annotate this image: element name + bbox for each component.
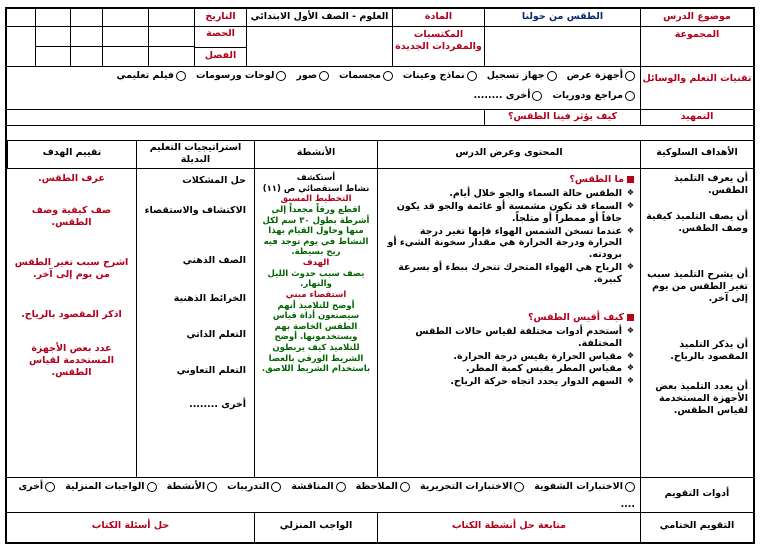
final-followup: متابعة حل أنشطة الكتاب [377,513,640,542]
radio-circle-icon[interactable] [625,482,635,492]
content-point: ❖ السماء قد تكون مشمسة أو غائمة والجو قد يكون جافاً أو ممطراً أو متلجاً. [384,201,634,225]
col-activities: الأنشطة [254,141,377,168]
content-point: ❖ مقياس المطر يقيس كمية المطر. [384,363,634,375]
objective-item: أن يصف التلميذ كيفية وصف الطقس. [646,211,748,234]
option-checkbox[interactable] [18,481,55,493]
gains-value [246,27,392,66]
option-label: فيلم تعليمي [116,70,174,81]
strategy-item: حل المشكلات [182,175,246,186]
radio-circle-icon[interactable] [176,71,186,81]
col-strategies: استراتيجيات التعليم البديلة [136,141,254,168]
objective-item: أن يعدد التلميذ بعض الأجهزة المستخدمة لقياس الطقس. [655,381,748,416]
content-list-1 [384,188,634,286]
option-label: لوحات ورسومات [195,70,275,81]
strategy-item: التعلم التعاوني [176,365,246,376]
content-point: ❖ السهم الدوار يحدد اتجاه حركة الرياح. [384,376,634,388]
radio-circle-icon[interactable] [383,71,393,81]
goal-text: يصف سبب حدوث الليل والنهار. [267,268,365,290]
col-assessment: تقييم الهدف [7,141,136,168]
objective-item: أن يشرح التلميذ سبب تغير الطقس من يوم إلى آخر. [647,269,748,304]
evaluation-tools-label: أدوات التقويم [640,478,753,512]
radio-circle-icon[interactable] [514,482,524,492]
option-label: جهاز تسجيل [486,70,545,81]
group-label: المجموعة [640,27,753,66]
radio-circle-icon[interactable] [276,71,286,81]
resources-options-row-1 [11,70,635,85]
radio-circle-icon[interactable] [625,91,635,101]
option-label: الواجبات المنزلية [65,481,145,492]
option-label: أخرى ........ [473,89,531,101]
resources-options [11,70,635,105]
evaluation-dots: .... [620,498,635,510]
content-point: ❖ أستخدم أدوات مختلفة لقياس حالات الطقس المختلفة. [384,326,634,350]
col-objectives: الأهداف السلوكية [640,141,753,168]
option-checkbox[interactable] [552,90,635,102]
activities-title: أستكشف [296,173,336,183]
option-checkbox[interactable] [117,70,186,82]
spacer-row [7,126,753,141]
class-label: الفصل [204,50,237,61]
content-list-2 [384,326,634,388]
option-checkbox[interactable] [420,481,524,493]
option-label: أخرى [18,481,44,492]
option-checkbox[interactable] [534,481,635,493]
header-row-2 [7,27,753,67]
objective-item: أن يعرف التلميذ الطقس. [673,173,748,196]
option-label: مجسمات [339,70,381,81]
guided-title: استقصاء مبني [285,289,347,300]
option-checkbox[interactable] [227,481,281,493]
period-label: الحصة [195,27,246,48]
option-checkbox[interactable] [291,481,345,493]
intro-label: التمهيد [640,110,753,125]
evaluation-tools-row [7,478,753,513]
lesson-plan-sheet [5,7,755,544]
subject-value: العلوم - الصف الأول الابتدائي [246,9,392,26]
radio-circle-icon[interactable] [271,482,281,492]
assessment-item: اذكر المقصود بالرياح. [21,309,122,320]
strategy-item: الاكتشاف والاستقصاء [144,205,246,216]
content-point: ❖ الرياح هي الهواء المتحرك تتحرك ببطء أو بسرعة كبيرة. [384,262,634,286]
guided-text: أوضح للتلاميذ أنهم سيصنعون أداة قياس الطقس الخاصة بهم ويستخدمونها. أوضح للتلاميذ كيف يربطون الشريط الورقي بالعصا باستخدام الشريط اللاصق. [261,300,371,375]
activities-column [254,169,377,477]
objectives-column [640,169,753,477]
assessment-item: صف كيفية وصف الطقس. [31,205,112,228]
gains-label: المكتسبات والمفردات الجديدة [392,27,484,66]
assessment-item: اشرح سبب تغير الطقس من يوم إلى آخر. [14,257,129,280]
assessment-column [7,169,136,477]
option-label: الاختبارات التحريرية [419,481,513,492]
period-cells-3 [70,27,102,66]
date-cell-3 [70,9,102,26]
option-label: صور [296,70,318,81]
radio-circle-icon[interactable] [45,482,55,492]
period-cells-4 [35,27,70,66]
activities-exploration: نشاط استقصائي ص (١١) [262,183,370,194]
radio-circle-icon[interactable] [336,482,346,492]
option-checkbox[interactable] [356,481,410,493]
option-checkbox[interactable] [196,70,286,82]
plan-text: اقطع ورقاً مجعداً إلى أشرطة بطول ٣٠ سم لكل منها وحاول القيام بهذا النشاط في يوم توجد فيه ريح بسيطة. [262,204,370,258]
content-heading-2: كيف أقيس الطقس؟ [384,312,634,324]
option-checkbox[interactable] [487,70,557,82]
resources-options-row-2 [11,90,635,105]
plan-title: التخطيط المسبق [280,194,352,205]
option-label: أجهزة عرض [566,70,623,81]
assessment-item: عرف الطقس. [38,173,105,184]
col-content: المحتوى وعرض الدرس [377,141,640,168]
square-bullet-icon [627,176,634,183]
resources-label: تقنيات التعلم والوسائل [640,67,753,109]
topic-label: موضوع الدرس [640,9,753,26]
option-label: التدريبات [227,481,270,492]
period-cells-2 [102,27,148,66]
date-label: التاريخ [194,9,246,26]
topic-value: الطقس من حولنا [484,9,640,26]
header-row-1 [7,9,753,27]
strategies-column [136,169,254,477]
columns-header-row [7,141,753,169]
radio-circle-icon[interactable] [400,482,410,492]
radio-circle-icon[interactable] [467,71,477,81]
objective-item: أن يذكر التلميذ المقصود بالرياح. [670,339,748,362]
radio-circle-icon[interactable] [547,71,557,81]
date-cell-4 [35,9,70,26]
period-class-labels [194,27,246,66]
strategy-item: أخرى ........ [189,399,246,410]
option-checkbox[interactable] [296,70,329,82]
final-row [7,513,753,542]
group-value [484,27,640,66]
radio-circle-icon[interactable] [147,482,157,492]
option-checkbox[interactable] [167,481,218,493]
period-cells-1 [148,27,194,66]
option-checkbox[interactable] [474,90,543,102]
option-checkbox[interactable] [65,481,156,493]
goal-title: الهدف [302,258,330,268]
assessment-item: عدد بعض الأجهزة المستخدمة لقياس الطقس. [29,343,114,378]
resources-row [7,67,753,110]
final-label: التقويم الختامي [640,513,753,542]
homework-label: الواجب المنزلي [254,513,377,542]
option-checkbox[interactable] [403,70,477,82]
intro-row [7,110,753,126]
option-label: مراجع ودوريات [552,89,623,101]
option-label: الملاحظة [355,481,398,492]
intro-question: كيف يؤثر فينا الطقس؟ [484,110,640,125]
radio-circle-icon[interactable] [207,482,217,492]
main-body-row [7,169,753,478]
radio-circle-icon[interactable] [625,71,635,81]
content-heading-1: ما الطقس؟ [384,174,634,186]
option-label: الاختبارات الشفوية [534,481,623,492]
content-column [377,169,640,477]
date-cell-1 [148,9,194,26]
evaluation-options-list [11,481,635,496]
content-point: ❖ الطقس حالة السماء والجو خلال أيام. [384,188,634,200]
strategy-item: الصف الذهني [182,255,246,266]
option-label: نماذج وعينات [402,70,465,81]
option-label: المناقشة [291,481,334,492]
square-bullet-icon [627,314,634,321]
strategy-item: الخرائط الذهنية [173,293,246,304]
option-checkbox[interactable] [567,70,635,82]
content-point: ❖ مقياس الحرارة يقيس درجة الحرارة. [384,351,634,363]
subject-label: المادة [392,9,484,26]
evaluation-tools-options [11,481,635,511]
content-point: ❖ عندما تسخن الشمس الهواء فإنها تغير درجة الحرارة ودرجة الحرارة هي مقدار سخونة الشيء أو برودته. [384,226,634,262]
option-label: الأنشطة [166,481,206,492]
strategy-item: التعلم الذاتي [186,329,246,340]
radio-circle-icon[interactable] [319,71,329,81]
date-cell-2 [102,9,148,26]
homework-value: حل أسئلة الكتاب [91,520,170,531]
option-checkbox[interactable] [339,70,393,82]
radio-circle-icon[interactable] [532,91,542,101]
